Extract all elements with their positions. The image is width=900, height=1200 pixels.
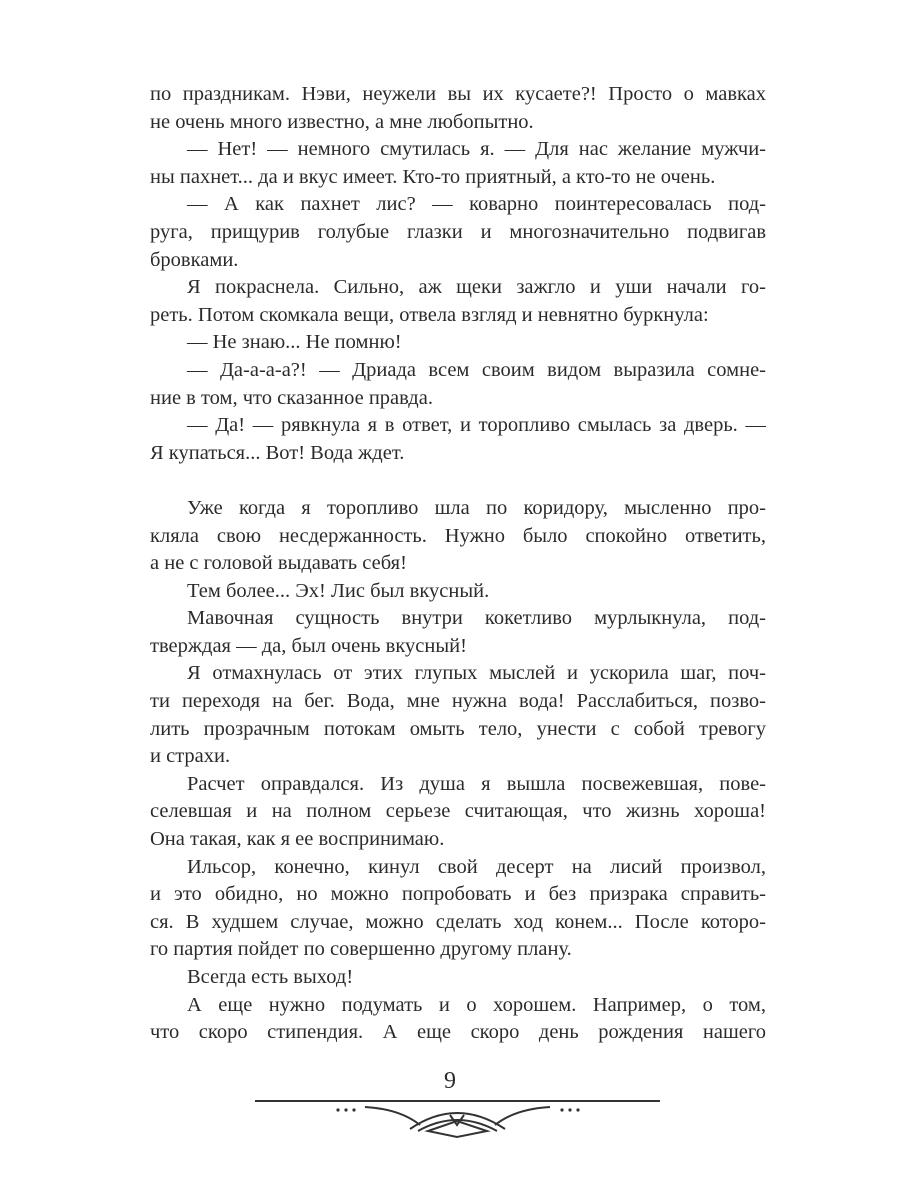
text-line: Я покраснела. Сильно, аж щеки зажгло и уши начали го- xyxy=(187,276,766,299)
text-line: А еще нужно подумать и о хорошем. Например, о том, xyxy=(187,993,766,1016)
page-number: 9 xyxy=(444,1068,456,1094)
text-line: Она такая, как я ее воспринимаю. xyxy=(150,828,445,851)
text-line: по праздникам. Нэви, неужели вы их кусаете?! Просто о мавках xyxy=(150,83,766,105)
text-line: — А как пахнет лис? — коварно поинтересовалась под- xyxy=(187,193,766,216)
text-line: и это обидно, но можно попробовать и без призрака справить- xyxy=(150,883,766,906)
paragraph-gap xyxy=(150,467,766,495)
text-line: — Да! — рявкнула я в ответ, и торопливо смылась за дверь. — xyxy=(187,414,766,437)
text-line: — Нет! — немного смутилась я. — Для нас желание мужчи- xyxy=(187,138,766,161)
text-line: что скоро стипендия. А еще скоро день рождения нашего xyxy=(150,1021,766,1044)
text-line: кляла свою несдержанность. Нужно было спокойно ответить, xyxy=(150,524,766,547)
text-line: го партия пойдет по совершенно другому плану. xyxy=(150,938,572,961)
text-line: Всегда есть выход! xyxy=(187,966,354,988)
text-line: Ильсор, конечно, кинул свой десерт на лисий произвол, xyxy=(187,855,766,878)
text-line: и страхи. xyxy=(150,745,231,768)
text-line: — Да-а-а-а?! — Дриада всем своим видом выразила сомне- xyxy=(187,358,766,381)
text-line: ны пахнет... да и вкус имеет. Кто-то приятный, а кто-то не очень. xyxy=(150,165,716,188)
text-line: тверждая — да, был очень вкусный! xyxy=(150,634,467,657)
text-line: руга, прищурив голубые глазки и многозначительно подвигав xyxy=(150,220,766,243)
text-line: бровками. xyxy=(150,248,239,271)
text-line: Расчет оправдался. Из душа я вышла посвежевшая, пове- xyxy=(187,772,766,795)
text-line: Я купаться... Вот! Вода ждет. xyxy=(150,441,405,464)
text-line: Я отмахнулась от этих глупых мыслей и ускорила шаг, поч- xyxy=(187,662,766,685)
text-line: селевшая и на полном серьезе считающая, что жизнь хороша! xyxy=(150,800,766,823)
text-line: а не с головой выдавать себя! xyxy=(150,552,407,575)
text-line: ти переходя на бег. Вода, мне нужна вода! Расслабиться, позво- xyxy=(150,690,766,713)
text-line: — Не знаю... Не помню! xyxy=(187,331,402,354)
text-line: ся. В худшем случае, можно сделать ход конем... После которо- xyxy=(150,910,766,933)
text-line: лить прозрачным потокам омыть тело, унести с собой тревогу xyxy=(150,717,766,740)
text-line: Тем более... Эх! Лис был вкусный. xyxy=(187,579,490,602)
text-line: реть. Потом скомкала вещи, отвела взгляд и невнятно буркнула: xyxy=(150,303,709,326)
decorative-ornament-icon xyxy=(250,1095,665,1145)
text-line: Мавочная сущность внутри кокетливо мурлыкнула, под- xyxy=(187,607,766,630)
text-line: ние в том, что сказанное правда. xyxy=(150,386,433,409)
text-line: Уже когда я торопливо шла по коридору, мысленно про- xyxy=(187,496,766,519)
body-text xyxy=(150,81,766,1047)
text-line: не очень много известно, а мне любопытно. xyxy=(150,110,534,133)
